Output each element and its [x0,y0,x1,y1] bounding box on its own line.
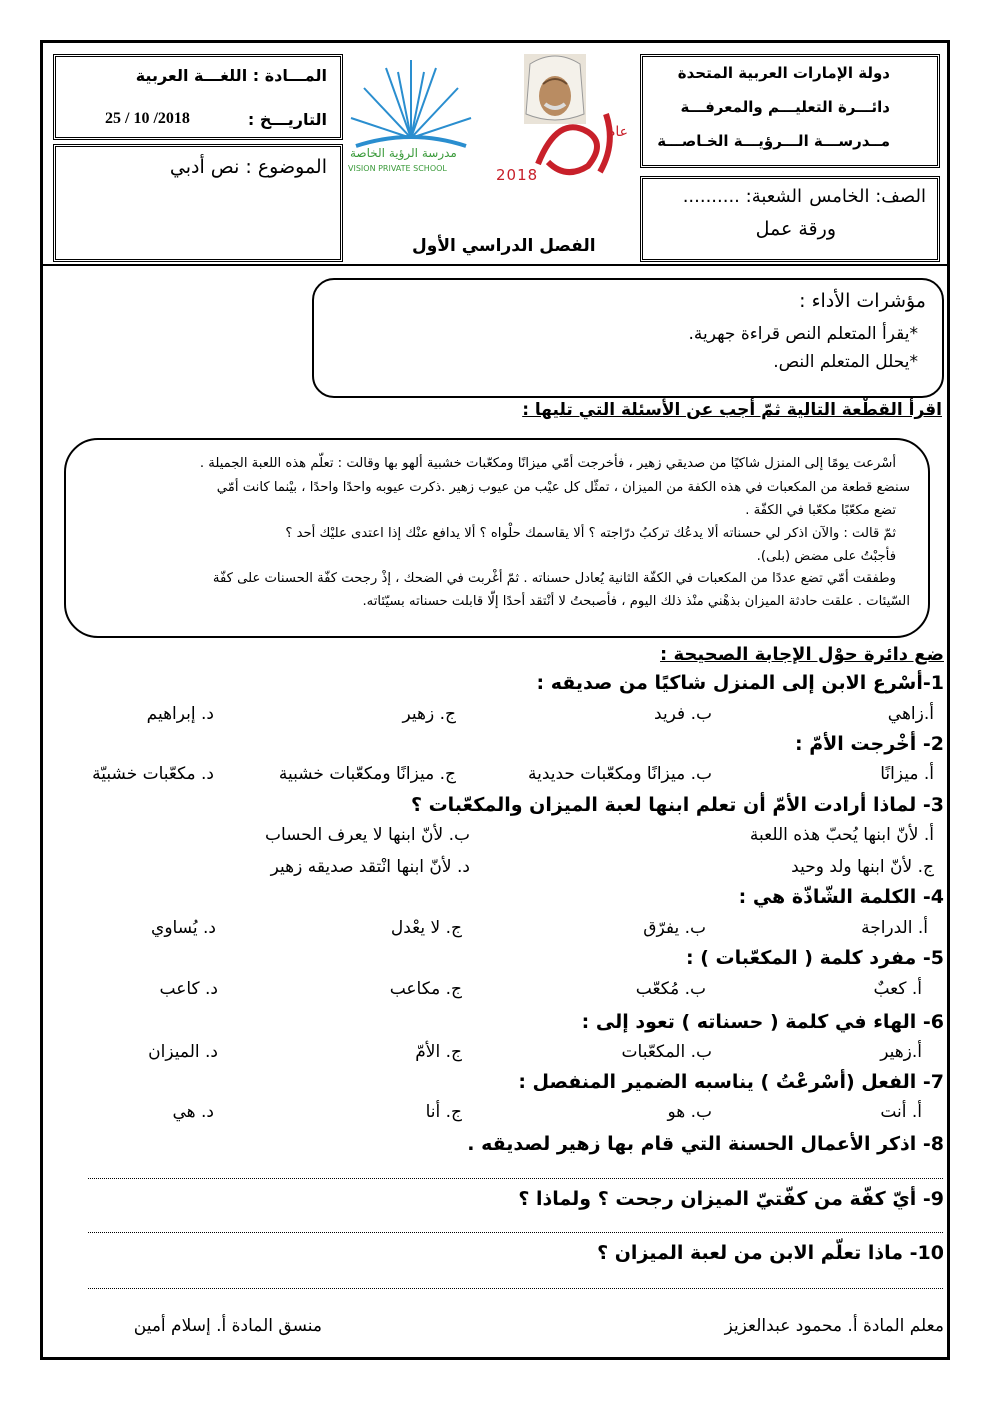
zayed-year-logo [488,54,638,188]
question-text: 8- اذكر الأعمال الحسنة التي قام بها زهير لصديقه . [467,1133,944,1155]
option-a[interactable]: أ.زهير [880,1042,922,1062]
option-d[interactable]: د. مكعّبات خشبيّة [92,764,214,784]
option-c[interactable]: ج. الأمّ [415,1042,462,1062]
teacher-name: معلم المادة أ. محمود عبدالعزيز [724,1316,944,1336]
answer-line[interactable] [88,1232,943,1233]
topic-label: الموضوع : نص أدبي [169,156,327,178]
option-b[interactable]: ب. مُكعّب [635,979,706,999]
option-d[interactable]: د. هي [172,1102,214,1122]
passage-line: ثمّ قالت : والآن اذكر لي حسناته ألا يدعُك تركبُ درّاجته ؟ ألا يقاسمك حلْواه ؟ ألا يدافع عنْك إذا اعتدى عليْك أحد ؟ [285,526,896,541]
option-a[interactable]: أ. أنت [880,1102,922,1122]
instruction: اقرأ القطْعة التالية ثمّ أجب عن الأسئلة التي تليها : [522,400,942,420]
option-b[interactable]: ب. المكعّبات [621,1042,712,1062]
svg-text:عام: عام [606,124,628,140]
question-text: 5- مفرد كلمة ( المكعّبات ) : [686,947,944,969]
indicator-item: *يقرأ المتعلم النص قراءة جهرية. [688,324,918,344]
school-logo-ar: مدرسة الرؤية الخاصة [350,146,457,160]
option-b[interactable]: ب. ميزانًا ومكعّبات حديدية [527,764,712,784]
date-label: التاريـــخ : [247,110,327,129]
zayed-year-number: 2018 [496,166,539,184]
answer-line[interactable] [88,1288,943,1289]
mcq-title: ضع دائرة حوْل الإجابة الصحيحة : [660,644,944,665]
option-a[interactable]: أ. لأنّ ابنها يُحبّ هذه اللعبة [749,825,934,845]
worksheet-title: ورقة عمل [755,218,836,240]
option-c[interactable]: ج. لأنّ ابنها ولد وحيد [791,857,934,877]
option-d[interactable]: د. كاعب [159,979,218,999]
section-label: الشعبة: .......... [682,186,802,207]
org-line-2: دائـــرة التعليـــم والمعرفـــة [680,98,890,116]
subject-label: المـــادة : اللغـــة العربية [135,66,327,85]
passage-line: أسْرعت يومًا إلى المنزل شاكيًا من صديقي زهير ، فأخرجت أمّي ميزانًا ومكعّبات خشبية ألهو بها وقالت : تعلّم هذه اللعبة الجميلة . [199,456,896,471]
passage-line: فأجبْتُ على مضض (بلى). [756,549,896,564]
option-a[interactable]: أ.زاهي [887,704,934,724]
question-text: 9- أيّ كفّة من كفّتيّ الميزان رجحت ؟ ولماذا ؟ [518,1188,944,1210]
option-c[interactable]: ج. مكاعب [389,979,462,999]
header-divider [40,264,950,266]
option-a[interactable]: أ. الدراجة [861,918,928,938]
option-d[interactable]: د. يُساوي [151,918,216,938]
org-line-1: دولة الإمارات العربية المتحدة [677,64,890,82]
option-d[interactable]: د. الميزان [148,1042,218,1062]
question-text: 6- الهاء في كلمة ( حسناته ) تعود إلى : [581,1011,944,1033]
option-a[interactable]: أ. كعبٌ [873,979,922,999]
option-c[interactable]: ج. زهير [402,704,456,724]
option-b[interactable]: ب. هو [667,1102,712,1122]
answer-line[interactable] [88,1178,943,1179]
option-c[interactable]: ج. لا يعْدل [390,918,462,938]
option-b[interactable]: ب. لأنّ ابنها لا يعرف الحساب [264,825,470,845]
option-c[interactable]: ج. ميزانًا ومكعّبات خشبية [278,764,456,784]
option-d[interactable]: د. لأنّ ابنها انْتقد صديقه زهير [270,857,470,877]
option-a[interactable]: أ. ميزانًا [880,764,934,784]
school-logo [346,58,476,178]
question-text: 1-أسْرع الابن إلى المنزل شاكيًا من صديقه : [536,672,944,694]
option-b[interactable]: ب. فريد [654,704,712,724]
indicators-title: مؤشرات الأداء : [799,290,926,312]
school-logo-en: VISION PRIVATE SCHOOL [348,164,447,173]
passage-line: تضع مكعّبًا مكعّبا في الكفّة . [745,503,896,518]
question-text: 10- ماذا تعلّم الابن من لعبة الميزان ؟ [597,1242,944,1264]
passage-line: وطفقت أمّي تضع عددًا من المكعبات في الكفّة الثانية يُعادل حسناته . ثمّ أغْربت في الضحك ، إذْ رجحت كفّة الحسنات على كفّة [212,571,896,586]
semester-label: الفصل الدراسي الأول [412,236,596,256]
option-b[interactable]: ب. يفرّق [643,918,706,938]
passage-line: سنضع قطعة من المكعبات في هذه الكفة من الميزان ، تمثّل كل عيْب من عيوب زهير .ذكرت عيوبه واحدًا واحدًا ، بيْنما كانت أمّي [216,480,910,495]
option-d[interactable]: د. إبراهيم [146,704,214,724]
passage-line: السّيئات . علقت حادثة الميزان بذهْني منْذ ذلك اليوم ، فأصبحتُ لا أنْتقد أحدًا إلّا قابلت حسناته بسيّئاته. [362,594,910,609]
question-text: 4- الكلمة الشّاذّة هي : [738,886,944,908]
grade-label: الصف: الخامس [809,186,926,207]
date-value: 25 / 10 /2018 [105,110,190,127]
question-text: 3- لماذا أرادت الأمّ أن تعلم ابنها لعبة الميزان والمكعّبات ؟ [410,794,944,816]
question-text: 7- الفعل (أسْرعْتُ ) يناسبه الضمير المنفصل : [518,1071,944,1093]
question-text: 2- أخْرجت الأمّ : [795,733,944,755]
indicator-item: *يحلل المتعلم النص. [773,352,918,372]
option-c[interactable]: ج. أنا [425,1102,462,1122]
org-line-3: مــدرســـة الـــرؤيـــة الخـاصـــة [657,132,890,150]
coordinator-name: منسق المادة أ. إسلام أمين [133,1316,322,1336]
